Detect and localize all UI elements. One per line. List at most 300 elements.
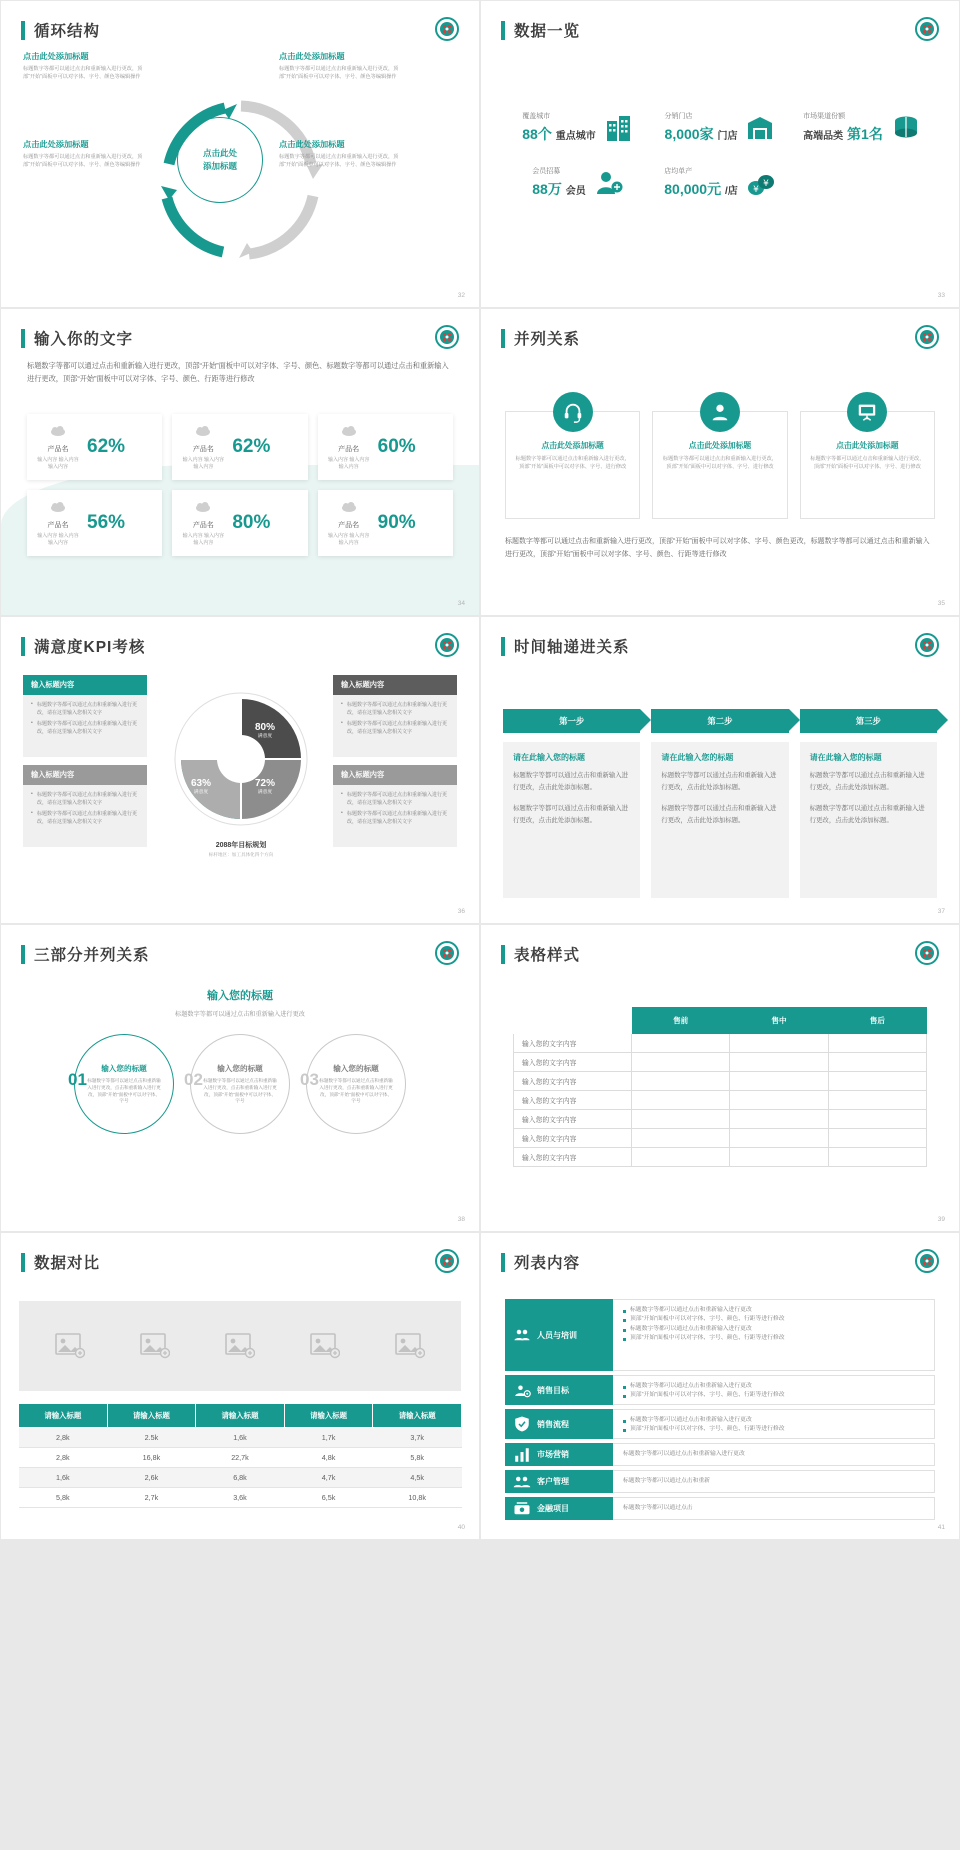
page-title: 时间轴递进关系 <box>514 639 630 656</box>
table-cell <box>730 1053 828 1072</box>
stat-cell-1 <box>507 111 649 144</box>
circle-3 <box>306 1034 406 1134</box>
table-cell <box>730 1034 828 1053</box>
table-cell <box>730 1110 828 1129</box>
kpi-box-3-body <box>23 785 147 847</box>
title-accent-bar <box>501 329 505 348</box>
list-item[interactable] <box>505 1375 935 1405</box>
customer-icon <box>513 1473 531 1491</box>
title-accent-bar <box>501 945 505 964</box>
title-accent-bar <box>21 945 25 964</box>
percent-card-sub: 输入内容 输入内容 输入内容 <box>182 456 225 470</box>
page-number: 35 <box>937 600 945 607</box>
stat-4-value <box>532 179 585 199</box>
page-number: 34 <box>457 600 465 607</box>
list-bullet-text: 标题数字等都可以通过点击和重新输入进行更改 <box>623 1451 745 1457</box>
slide-header <box>481 1 959 41</box>
page-number: 38 <box>457 1216 465 1223</box>
table-cell: 输入您的文字内容 <box>514 1129 632 1148</box>
title-accent-bar <box>21 21 25 40</box>
list-bullet <box>623 1477 924 1486</box>
slide-header <box>1 617 479 657</box>
slide-cycle-structure <box>0 0 480 308</box>
percent-card-sub: 输入内容 输入内容 输入内容 <box>182 532 225 546</box>
timeline-grid <box>481 695 959 898</box>
comparison-header-row <box>19 1404 462 1428</box>
percent-card-name: 产品名 <box>338 445 360 453</box>
donut-quadrant-2 <box>255 721 275 740</box>
stat-cell-3 <box>791 111 933 144</box>
slide-enter-your-text <box>0 308 480 616</box>
cmp-header-1: 请输入标题 <box>107 1404 196 1428</box>
circle-1-number: 01 <box>68 1070 87 1089</box>
list-bullet-text: 顶部“开始”面板中可以对字体、字号、颜色、行距等进行修改 <box>630 1392 785 1399</box>
target-icon <box>513 1381 531 1399</box>
image-icon <box>140 1333 170 1359</box>
page-number: 40 <box>457 1524 465 1531</box>
cloud-icon <box>341 425 357 437</box>
image-placeholder-3[interactable] <box>199 1315 282 1377</box>
list-label-sales-process[interactable] <box>505 1409 613 1439</box>
list-label-text: 人员与培训 <box>537 1330 577 1340</box>
cycle-item-4-title: 点击此处添加标题 <box>279 140 345 149</box>
table-row <box>514 1072 927 1091</box>
stat-2-caption: 分销门店 <box>664 113 693 120</box>
list-bullet-text: 标题数字等都可以通过点击和重新 <box>623 1478 710 1484</box>
table-cell <box>632 1091 730 1110</box>
list-item[interactable] <box>505 1443 935 1466</box>
page-title: 满意度KPI考核 <box>34 639 146 656</box>
stat-5-value <box>664 179 738 199</box>
cycle-item-2 <box>279 51 399 82</box>
cmp-cell: 10,8k <box>373 1488 462 1508</box>
cmp-cell: 2.5k <box>107 1428 196 1448</box>
kpi-box-4 <box>333 765 457 847</box>
cmp-cell: 2,6k <box>107 1468 196 1488</box>
brand-logo-icon <box>435 941 459 965</box>
percent-card-name: 产品名 <box>47 445 69 453</box>
list-label-text: 销售目标 <box>537 1385 569 1395</box>
image-placeholder-4[interactable] <box>283 1315 366 1377</box>
percent-card <box>27 490 162 556</box>
list-content-marketing <box>613 1443 935 1466</box>
stat-1-unit: 重点城市 <box>555 131 596 142</box>
stat-3-caption: 市场渠道份额 <box>803 113 846 120</box>
stat-3-number: 高端品类 <box>803 131 844 142</box>
circle-3-text: 标题数字等都可以通过点击和重新输入进行更改，点击和重新输入进行更改，顶部“开始”面板中可以对字体、字号 <box>319 1077 393 1104</box>
page-title: 循环结构 <box>34 23 101 40</box>
brand-logo-icon <box>915 941 939 965</box>
slide-header <box>1 925 479 965</box>
kpi-box-1-item-2: • 标题数字等都可以通过点击和重新输入进行更改，请在这里输入您相关文字 <box>31 721 139 736</box>
kpi-box-4-item-2: • 标题数字等都可以通过点击和重新输入进行更改，请在这里输入您相关文字 <box>341 811 449 826</box>
stat-5-caption: 店均单产 <box>664 168 693 175</box>
brand-logo-icon <box>915 633 939 657</box>
table-header-1: 售前 <box>632 1008 730 1034</box>
percent-card-value: 62% <box>232 435 271 457</box>
list-item[interactable] <box>505 1299 935 1371</box>
list-item[interactable] <box>505 1470 935 1493</box>
circle-1-text: 标题数字等都可以通过点击和重新输入进行更改，点击和重新输入进行更改，顶部“开始”面板中可以对字体、字号 <box>87 1077 161 1104</box>
table-cell <box>632 1072 730 1091</box>
list-label-people[interactable] <box>505 1299 613 1371</box>
description-text: 标题数字等都可以通过点击和重新输入进行更改，顶部“开始”面板中可以对字体、字号、颜色、标题数字等都可以通过点击和重新输入进行更改，顶部“开始”面板中可以对字体、字号、颜色、行距等进行修改 <box>27 361 449 384</box>
kpi-box-4-body <box>333 785 457 847</box>
donut-q4-label: 满意度 <box>257 790 273 795</box>
table-cell <box>632 1129 730 1148</box>
cloud-icon <box>50 501 66 513</box>
list-bullet <box>623 1416 924 1425</box>
kpi-box-4-header: 输入标题内容 <box>333 765 457 785</box>
cycle-item-3-title: 点击此处添加标题 <box>23 140 89 149</box>
title-accent-bar <box>21 1253 25 1272</box>
page-number: 37 <box>937 908 945 915</box>
table-cell <box>632 1053 730 1072</box>
brand-logo-icon <box>435 325 459 349</box>
parallel-bottom-text: 标题数字等都可以通过点击和重新输入进行更改，顶部“开始”面板中可以对字体、字号、颜色更改，标题数字等都可以通过点击和重新输入进行更改，顶部“开始”面板中可以对字体、字号、颜色、行距等进行修改 <box>505 538 930 559</box>
percent-card <box>318 490 453 556</box>
table-cell <box>828 1148 926 1167</box>
percent-card-sub: 输入内容 输入内容 输入内容 <box>37 456 79 470</box>
list-bullet <box>623 1315 924 1324</box>
list-label-customer[interactable] <box>505 1470 613 1493</box>
list-content-sales-process <box>613 1409 935 1439</box>
cycle-item-4-text: 标题数字等都可以通过点击和重新输入进行更改，顶部“开始”面板中可以对字体、字号、颜色等编辑操作 <box>279 154 399 168</box>
list-label-text: 销售流程 <box>537 1419 569 1429</box>
list-label-text: 市场营销 <box>537 1450 569 1459</box>
chart-icon <box>513 1446 531 1464</box>
table-row <box>514 1129 927 1148</box>
list-content-customer <box>613 1470 935 1493</box>
table-cell <box>730 1148 828 1167</box>
bullet-icon <box>623 1420 626 1423</box>
circles-row <box>1 1034 479 1134</box>
timeline-step-3-tab[interactable]: 第三步 <box>800 709 937 733</box>
donut-q2-value: 80% <box>255 722 276 733</box>
image-icon <box>55 1333 85 1359</box>
list-bullet-text: 标题数字等都可以通过点击和重新输入进行更改 <box>630 1325 752 1332</box>
kpi-box-1-body <box>23 695 147 757</box>
percent-card-sub: 输入内容 输入内容 输入内容 <box>327 456 370 470</box>
cycle-center-line2: 添加标题 <box>202 161 237 171</box>
cmp-cell: 3,6k <box>196 1488 285 1508</box>
cmp-cell: 2,8k <box>19 1448 108 1468</box>
list-bullet <box>623 1504 924 1513</box>
bullet-icon <box>623 1429 626 1432</box>
list-content-finance <box>613 1497 935 1520</box>
cmp-cell: 16,8k <box>107 1448 196 1468</box>
slide-parallel-relation <box>480 308 960 616</box>
money-icon <box>746 168 776 198</box>
table-header-0 <box>514 1008 632 1034</box>
page-number: 41 <box>937 1524 945 1531</box>
parallel-cards-grid <box>481 389 959 519</box>
data-stats-grid <box>481 83 959 199</box>
circle-1-title: 输入您的标题 <box>101 1063 147 1073</box>
cmp-cell: 5,8k <box>19 1488 108 1508</box>
kpi-box-2-body <box>333 695 457 757</box>
circle-2-title: 输入您的标题 <box>217 1063 263 1073</box>
table-row <box>514 1034 927 1053</box>
timeline-step-1-text-1: 标题数字等都可以通过点击和重新输入进行更改，点击此处添加标题。 <box>513 772 629 791</box>
list-label-marketing[interactable] <box>505 1443 613 1466</box>
stat-1-caption: 覆盖城市 <box>522 113 551 120</box>
kpi-box-3-item-1: • 标题数字等都可以通过点击和重新输入进行更改，请在这里输入您相关文字 <box>31 792 139 807</box>
cloud-icon <box>50 425 66 437</box>
table-head <box>514 1008 927 1034</box>
slide-header <box>1 1 479 41</box>
stat-2-number: 8,000家 <box>664 126 714 142</box>
percent-card-name: 产品名 <box>192 521 214 529</box>
kpi-footer-title: 2088年目标规划 <box>215 842 267 849</box>
timeline-step-1-tab[interactable]: 第一步 <box>503 709 640 733</box>
stat-4-unit: 会员 <box>565 186 586 197</box>
bullet-icon <box>623 1319 626 1322</box>
table-cell <box>632 1034 730 1053</box>
brand-logo-icon <box>915 17 939 41</box>
stat-cell-2 <box>649 111 791 144</box>
table-cell <box>730 1072 828 1091</box>
cycle-item-1-text: 标题数字等都可以通过点击和重新输入进行更改，顶部“开始”面板中可以对字体、字号、颜色等编辑操作 <box>23 66 143 80</box>
percent-card <box>172 490 307 556</box>
list-bullet <box>623 1391 924 1400</box>
kpi-donut-chart <box>169 689 313 858</box>
database-icon <box>891 113 921 143</box>
building-icon <box>604 113 634 143</box>
table-cell: 输入您的文字内容 <box>514 1072 632 1091</box>
slide-header <box>481 617 959 657</box>
list-label-sales-target[interactable] <box>505 1375 613 1405</box>
kpi-box-2-item-1: • 标题数字等都可以通过点击和重新输入进行更改，请在这里输入您相关文字 <box>341 702 449 717</box>
table-cell <box>828 1053 926 1072</box>
circle-3-title: 输入您的标题 <box>333 1063 379 1073</box>
cycle-diagram <box>1 41 479 271</box>
member-icon <box>594 168 624 198</box>
percent-card-value: 90% <box>377 511 416 533</box>
stat-2-unit: 门店 <box>717 131 738 142</box>
cmp-cell: 1,6k <box>19 1468 108 1488</box>
comparison-table <box>18 1403 462 1508</box>
percent-card <box>172 414 307 480</box>
timeline-step-3-text-1: 标题数字等都可以通过点击和重新输入进行更改，点击此处添加标题。 <box>809 772 925 791</box>
circle-item-2 <box>184 1034 290 1134</box>
cloud-icon <box>195 501 211 513</box>
donut-quadrant-1 <box>191 721 211 740</box>
user-icon <box>700 392 740 432</box>
list-item[interactable] <box>505 1497 935 1520</box>
kpi-box-1 <box>23 675 147 757</box>
stat-1-number: 88个 <box>522 126 552 142</box>
list-label-finance[interactable] <box>505 1497 613 1520</box>
stat-4-number: 88万 <box>532 181 562 197</box>
percent-card-value: 62% <box>87 435 126 457</box>
cmp-cell: 4,7k <box>284 1468 373 1488</box>
slide-list-content <box>480 1232 960 1540</box>
slide-kpi-satisfaction <box>0 616 480 924</box>
kpi-box-2-item-2: • 标题数字等都可以通过点击和重新输入进行更改，请在这里输入您相关文字 <box>341 721 449 736</box>
timeline-step-2-title: 请在此输入您的标题 <box>661 753 734 762</box>
parallel-card-2 <box>652 411 787 519</box>
title-accent-bar <box>501 637 505 656</box>
page-number: 32 <box>457 292 465 299</box>
cycle-item-3-text: 标题数字等都可以通过点击和重新输入进行更改，顶部“开始”面板中可以对字体、字号、颜色等编辑操作 <box>23 154 143 168</box>
cmp-cell: 1,7k <box>284 1428 373 1448</box>
cmp-header-2: 请输入标题 <box>196 1404 285 1428</box>
image-placeholder-2[interactable] <box>114 1315 197 1377</box>
brand-logo-icon <box>435 1249 459 1273</box>
table-cell: 输入您的文字内容 <box>514 1034 632 1053</box>
page-number: 33 <box>937 292 945 299</box>
cmp-cell: 5,8k <box>373 1448 462 1468</box>
parallel-card-3 <box>800 411 935 519</box>
data-table <box>513 1007 927 1167</box>
list-content-people <box>613 1299 935 1371</box>
cmp-cell: 6,5k <box>284 1488 373 1508</box>
cmp-cell: 4,5k <box>373 1468 462 1488</box>
cloud-icon <box>195 425 211 437</box>
list-rows <box>481 1273 959 1520</box>
slide-table-style <box>480 924 960 1232</box>
cmp-header-4: 请输入标题 <box>373 1404 462 1428</box>
table-cell: 输入您的文字内容 <box>514 1148 632 1167</box>
percent-card-sub: 输入内容 输入内容 输入内容 <box>37 532 79 546</box>
kpi-box-1-item-1: • 标题数字等都可以通过点击和重新输入进行更改，请在这里输入您相关文字 <box>31 702 139 717</box>
table-cell: 输入您的文字内容 <box>514 1053 632 1072</box>
svg-text:¥: ¥ <box>752 184 759 195</box>
table-cell: 输入您的文字内容 <box>514 1110 632 1129</box>
percent-card-value: 60% <box>377 435 416 457</box>
table-cell <box>828 1072 926 1091</box>
stat-5-unit: /店 <box>724 186 738 197</box>
comparison-table-body <box>19 1428 462 1508</box>
cmp-cell: 6,8k <box>196 1468 285 1488</box>
table-row <box>19 1448 462 1468</box>
table-cell <box>730 1091 828 1110</box>
slide-header <box>481 309 959 349</box>
list-item[interactable] <box>505 1409 935 1439</box>
title-accent-bar <box>21 637 25 656</box>
table-cell <box>828 1110 926 1129</box>
kpi-footer-sub: 标杆地区：加工具体化四个方向 <box>208 852 274 857</box>
timeline-step-2-tab[interactable]: 第二步 <box>651 709 788 733</box>
page-number: 39 <box>937 1216 945 1223</box>
bullet-icon <box>623 1329 626 1332</box>
image-icon <box>225 1333 255 1359</box>
table-row <box>514 1110 927 1129</box>
timeline-step-3-title: 请在此输入您的标题 <box>809 753 882 762</box>
circle-1 <box>74 1034 174 1134</box>
cmp-header-3: 请输入标题 <box>284 1404 373 1428</box>
image-placeholder-row <box>19 1301 461 1391</box>
donut-q3-value: 63% <box>191 778 212 789</box>
circle-item-3 <box>300 1034 406 1134</box>
table-row <box>19 1468 462 1488</box>
section-subheading: 标题数字等都可以通过点击和重新输入进行更改 <box>175 1011 305 1018</box>
slide-header <box>481 1233 959 1273</box>
image-icon <box>310 1333 340 1359</box>
parallel-card-2-text: 标题数字等都可以通过点击和重新输入进行更改，顶部“开始”面板中可以对字体、字号、进行修改 <box>662 456 778 470</box>
kpi-box-3-item-2: • 标题数字等都可以通过点击和重新输入进行更改，请在这里输入您相关文字 <box>31 811 139 826</box>
people-icon <box>513 1326 531 1344</box>
brand-logo-icon <box>915 325 939 349</box>
list-bullet <box>623 1334 924 1343</box>
timeline-step-1-card <box>503 742 640 898</box>
table-row <box>514 1053 927 1072</box>
cloud-icon <box>341 501 357 513</box>
percent-card <box>318 414 453 480</box>
donut-q1-label: 满意度 <box>193 734 209 739</box>
percent-card-name: 产品名 <box>338 521 360 529</box>
stat-3-unit: 第1名 <box>847 126 883 142</box>
shield-icon <box>513 1415 531 1433</box>
parallel-card-1-title: 点击此处添加标题 <box>541 441 604 450</box>
list-label-text: 金融项目 <box>537 1504 569 1513</box>
table-cell <box>632 1110 730 1129</box>
percent-card-value: 56% <box>87 511 126 533</box>
image-placeholder-1[interactable] <box>29 1315 112 1377</box>
table-body <box>514 1034 927 1167</box>
table-row <box>514 1148 927 1167</box>
table-row <box>19 1428 462 1448</box>
cycle-item-4 <box>279 139 399 170</box>
timeline-step-3-card <box>800 742 937 898</box>
parallel-card-2-title: 点击此处添加标题 <box>688 441 752 450</box>
list-bullet-text: 标题数字等都可以通过点击和重新输入进行更改 <box>630 1417 752 1423</box>
page-number: 36 <box>457 908 465 915</box>
parallel-card-1-text: 标题数字等都可以通过点击和重新输入进行更改，顶部“开始”面板中可以对字体、字号、进行修改 <box>515 456 630 470</box>
slide-header <box>1 1233 479 1273</box>
cycle-item-1 <box>23 51 143 82</box>
kpi-box-1-header: 输入标题内容 <box>23 675 147 695</box>
list-bullet-text: 顶部“开始”面板中可以对字体、字号、颜色、行距等进行修改 <box>630 1426 785 1433</box>
stat-cell-4 <box>507 166 649 199</box>
bullet-icon <box>623 1395 626 1398</box>
bullet-icon <box>623 1338 626 1341</box>
parallel-card-3-text: 标题数字等都可以通过点击和重新输入进行更改，顶部“开始”面板中可以对字体、字号、进行修改 <box>810 456 925 470</box>
page-title: 列表内容 <box>514 1255 581 1272</box>
slide-timeline-progression <box>480 616 960 924</box>
timeline-step-1-title: 请在此输入您的标题 <box>513 753 585 762</box>
stat-5-number: 80,000元 <box>664 181 722 197</box>
slide-data-overview <box>480 0 960 308</box>
list-bullet <box>623 1382 924 1391</box>
presentation-icon <box>847 392 887 432</box>
cycle-center-label <box>177 117 263 203</box>
circle-3-number: 03 <box>300 1070 319 1089</box>
table-header-2: 售中 <box>730 1008 828 1034</box>
percent-card-value: 80% <box>232 511 271 533</box>
slide-three-part-parallel <box>0 924 480 1232</box>
cycle-item-2-text: 标题数字等都可以通过点击和重新输入进行更改，顶部“开始”面板中可以对字体、字号、颜色等编辑操作 <box>279 66 399 80</box>
cycle-center-line1: 点击此处 <box>202 148 237 159</box>
cmp-cell: 3,7k <box>373 1428 462 1448</box>
table-cell <box>828 1034 926 1053</box>
stat-3-value <box>803 124 883 144</box>
kpi-box-3 <box>23 765 147 847</box>
title-accent-bar <box>21 329 25 348</box>
timeline-step-2 <box>651 709 788 898</box>
list-bullet-text: 标题数字等都可以通过点击和重新输入进行更改 <box>630 1307 752 1313</box>
table-cell <box>828 1129 926 1148</box>
kpi-box-4-item-1: • 标题数字等都可以通过点击和重新输入进行更改，请在这里输入您相关文字 <box>341 792 449 807</box>
image-placeholder-5[interactable] <box>368 1315 451 1377</box>
parallel-card-3-title: 点击此处添加标题 <box>836 441 899 450</box>
cycle-item-1-title: 点击此处添加标题 <box>23 52 89 61</box>
donut-quadrants <box>171 689 311 829</box>
cmp-header-0: 请输入标题 <box>19 1404 108 1428</box>
list-bullet-text: 顶部“开始”面板中可以对字体、字号、颜色、行距等进行修改 <box>630 1316 785 1323</box>
page-title: 并列关系 <box>514 331 581 348</box>
